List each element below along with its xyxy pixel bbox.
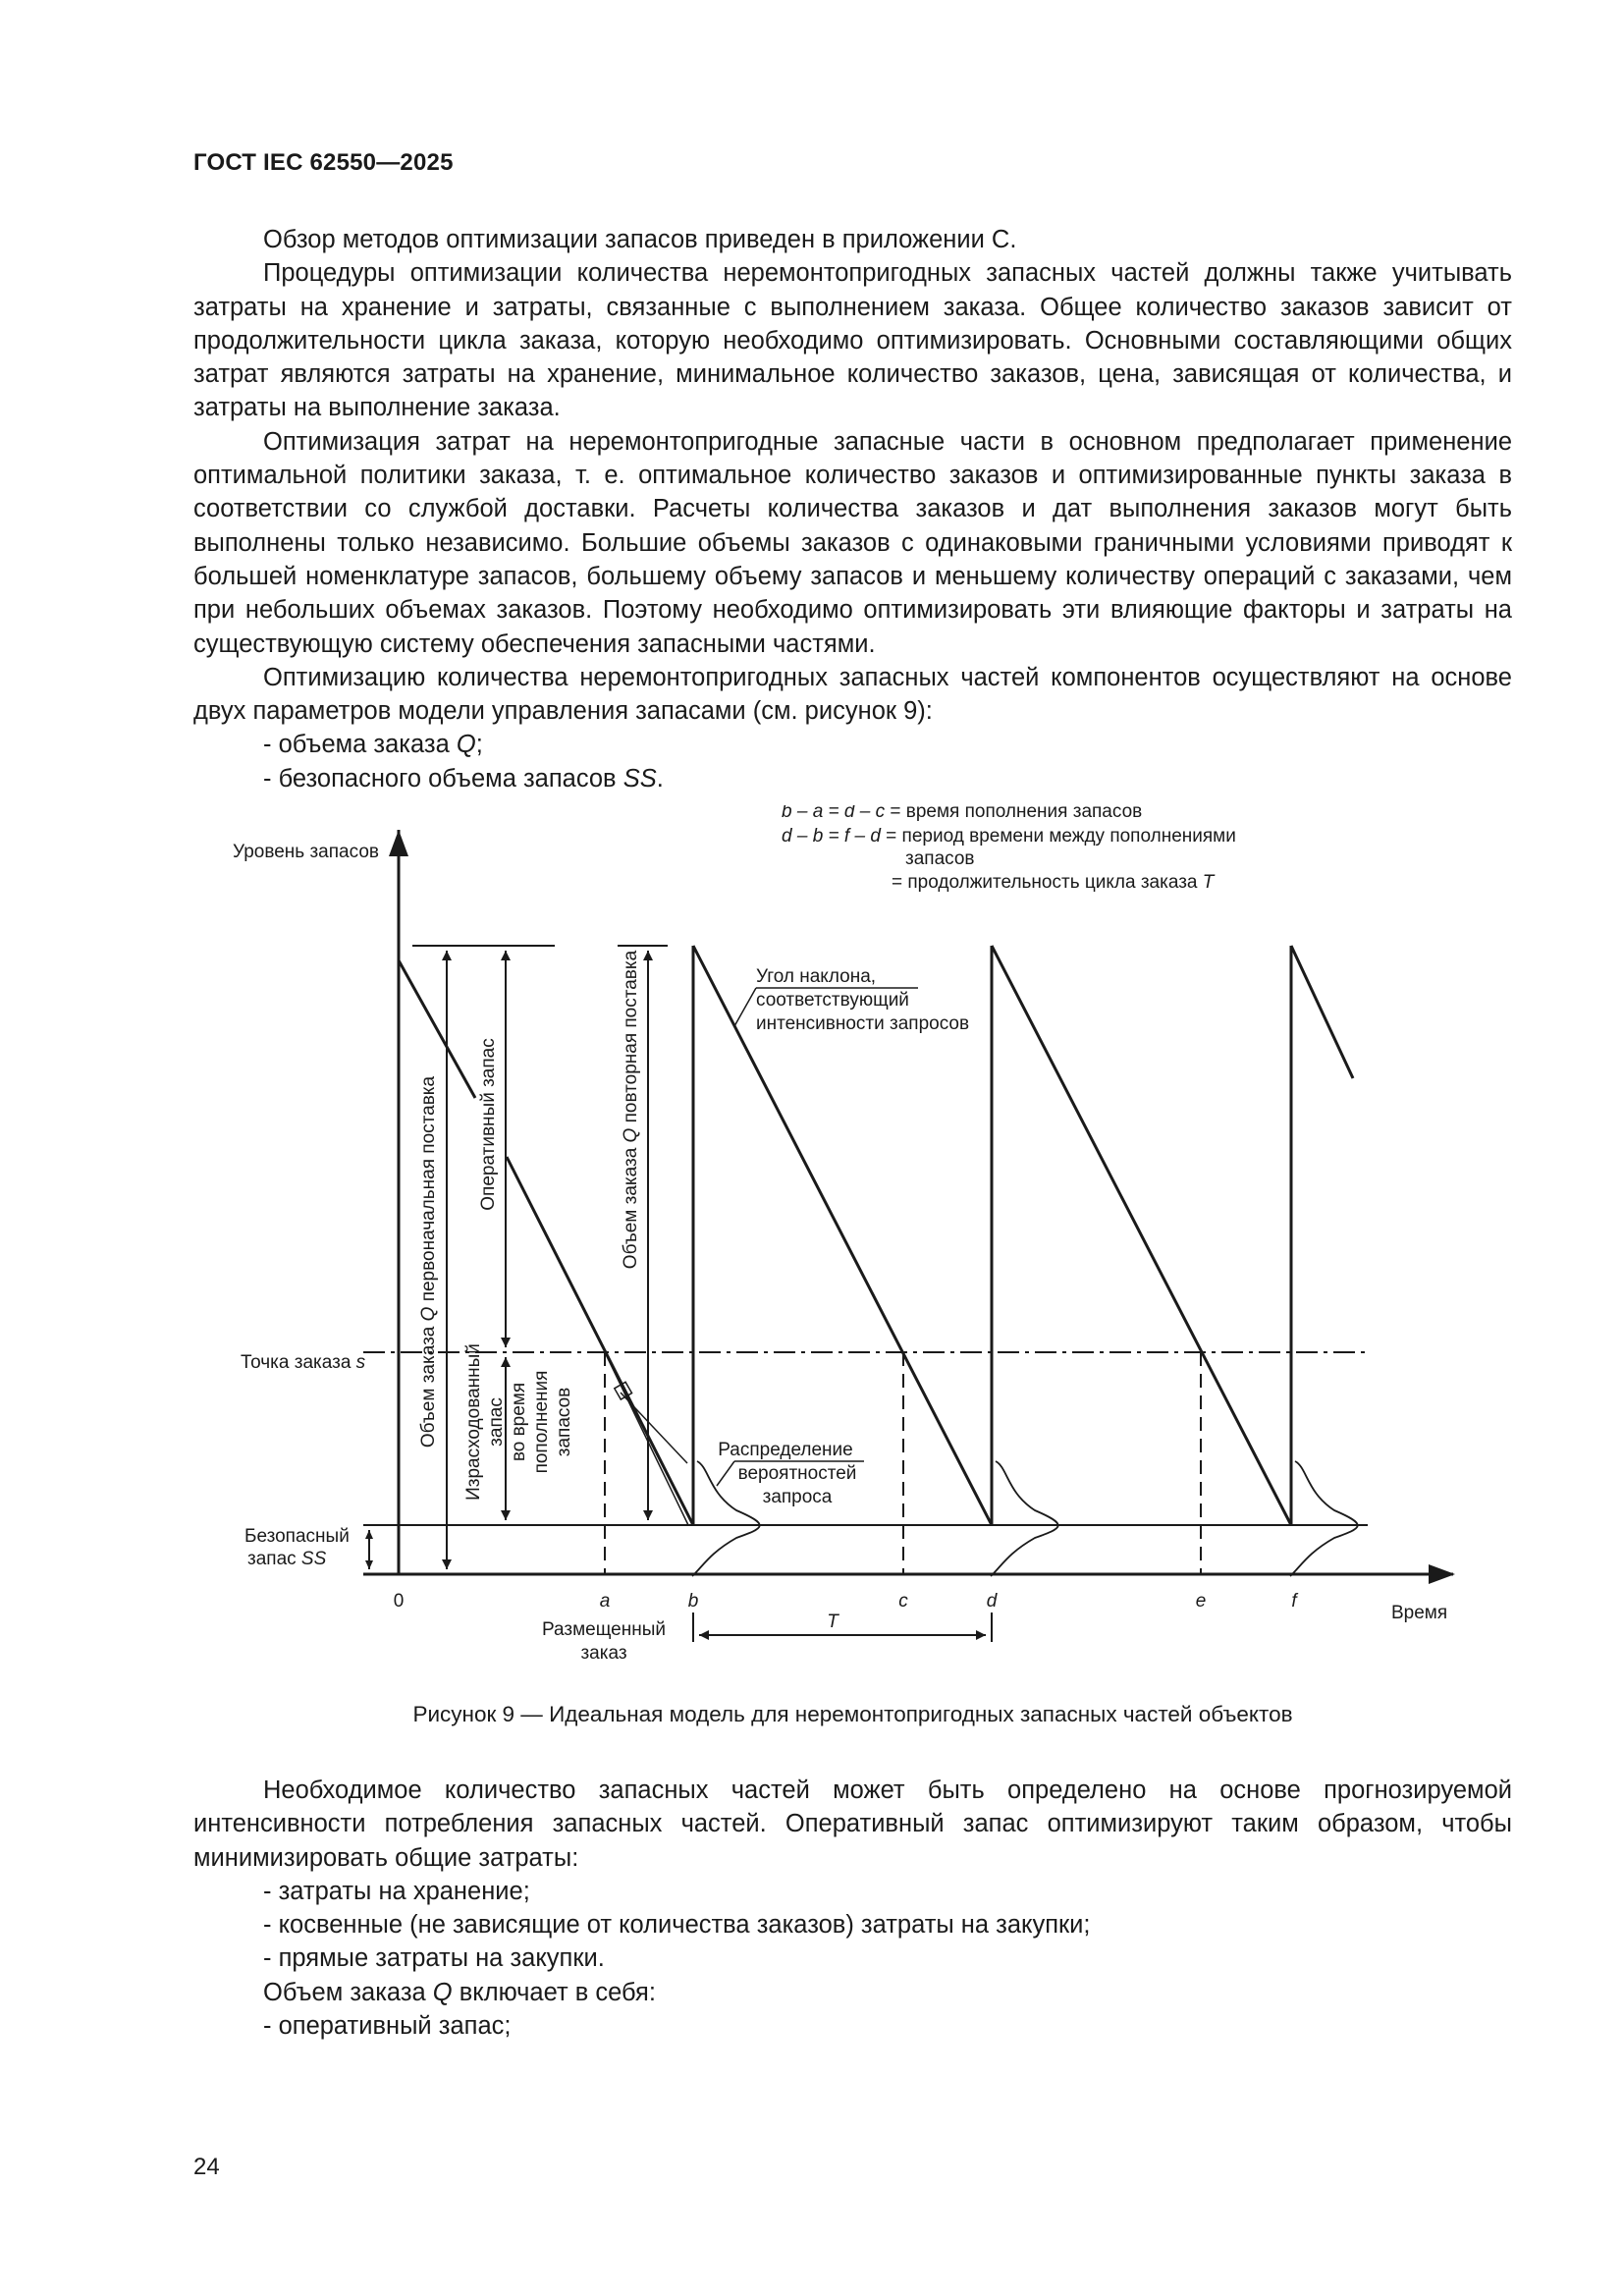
legend-line-2: d – b = f – d = период времени между пополнениями	[782, 826, 1236, 847]
x-tick-c: c	[898, 1591, 908, 1612]
figure-caption: Рисунок 9 — Идеальная модель для неремонтопригодных запасных частей объектов	[412, 1702, 1293, 1726]
paragraph: Объем заказа Q включает в себя:	[263, 1978, 656, 2006]
distribution-curve-2	[991, 1461, 1058, 1576]
stock-decline-5	[1291, 946, 1353, 1078]
document-header: ГОСТ IEC 62550—2025	[193, 149, 454, 176]
used-stock-label-1: Израсходованный	[463, 1343, 484, 1501]
x-tick-a: a	[599, 1591, 611, 1612]
list-item: - прямые затраты на закупки.	[263, 1944, 605, 1973]
legend-line-1: b – a = d – c = время пополнения запасов	[782, 805, 1143, 822]
x-tick-d: d	[986, 1591, 998, 1612]
distribution-curve-3	[1290, 1461, 1358, 1576]
paragraph: Процедуры оптимизации количества неремонтопригодных запасных частей должны также учитывать затраты на хранение и затраты, связанные с выполнением заказа. Общее количество заказов зависит от продолжительности цикла заказа, которую необходимо оптимизировать. Основными составляющими общих затрат являются затраты на хранение, минимальное количество заказов, цена, зависящая от количества, и затраты на выполнение заказа.	[193, 259, 1512, 422]
used-stock-label-2: запас	[486, 1397, 507, 1447]
x-tick-0: 0	[393, 1591, 405, 1612]
y-axis-arrow	[389, 830, 408, 856]
slope-label-line-3: интенсивности запросов	[756, 1013, 970, 1034]
repeat-order-label: Объем заказа Q повторная поставка	[621, 950, 641, 1270]
paragraph: Необходимое количество запасных частей может быть определено на основе прогнозируемой интенсивности потребления запасных частей. Оперативный запас оптимизируют таким образом, чтобы минимизировать общие затраты:	[193, 1777, 1512, 1872]
inventory-model-figure	[226, 805, 1492, 1689]
used-stock-label-3: во время	[509, 1382, 529, 1462]
list-item: - оперативный запас;	[263, 2012, 512, 2041]
x-tick-e: e	[1195, 1591, 1207, 1612]
body-text-top	[193, 223, 1512, 795]
order-point-label: Точка заказа s	[241, 1352, 366, 1373]
slope-leader-line	[734, 988, 756, 1026]
lead-time-line	[605, 1352, 688, 1525]
paragraph: Оптимизация затрат на неремонтопригодные запасные части в основном предполагает применение оптимальной политики заказа, т. е. оптимальное количество заказов и оптимизированные пункты заказа в соответствии со службой доставки. Расчеты количества заказов и дат выполнения заказов могут быть выполнены только независимо. Большие объемы заказов с одинаковыми граничными условиями приводят к большей номенклатуре запасов, большему объему запасов и меньшему количеству операций с заказами, чем при небольших объемах заказов. Поэтому необходимо оптимизировать эти влияющие факторы и затраты на существующую систему обеспечения запасными частями.	[193, 427, 1512, 658]
period-t-label: T	[827, 1612, 839, 1632]
distribution-label-line-3: запроса	[762, 1487, 833, 1507]
placed-order-label-1: Размещенный	[542, 1619, 666, 1640]
operational-stock-label: Оперативный запас	[478, 1038, 499, 1211]
used-stock-label-5: запасов	[554, 1387, 574, 1457]
y-axis-label: Уровень запасов	[233, 842, 379, 862]
distribution-label-line-2: вероятностей	[737, 1463, 857, 1484]
list-item: - безопасного объема запасов SS.	[263, 764, 664, 793]
x-axis-arrow	[1429, 1564, 1455, 1584]
page-number: 24	[193, 2154, 220, 2180]
used-stock-label-4: пополнения	[531, 1370, 552, 1474]
safety-label-line-2: запас SS	[247, 1549, 327, 1569]
legend-line-4: = продолжительность цикла заказа T	[892, 872, 1215, 893]
list-item: - затраты на хранение;	[263, 1877, 530, 1905]
distribution-label-line-1: Распределение	[718, 1440, 853, 1460]
legend-line-3: запасов	[905, 848, 975, 869]
x-tick-b: b	[687, 1591, 699, 1612]
x-tick-f: f	[1291, 1591, 1297, 1612]
paragraph: Обзор методов оптимизации запасов приведен в приложении С.	[263, 226, 1017, 253]
x-axis-label: Время	[1391, 1603, 1448, 1623]
distribution-leader-line	[717, 1461, 734, 1486]
inventory-diagram	[226, 805, 1492, 1689]
paragraph: Оптимизацию количества неремонтопригодных запасных частей компонентов осуществляют на основе двух параметров модели управления запасами (см. рисунок 9):	[193, 663, 1512, 726]
list-item: - объема заказа Q;	[263, 731, 483, 759]
body-text-bottom	[193, 1774, 1512, 2043]
placed-order-label-2: заказ	[580, 1643, 627, 1664]
slope-label-line-1: Угол наклона,	[756, 966, 877, 987]
slope-label-line-2: соответствующий	[756, 990, 909, 1011]
initial-order-label: Объем заказа Q первоначальная поставка	[418, 1075, 439, 1449]
safety-label-line-1: Безопасный	[244, 1526, 350, 1547]
stock-decline-4	[992, 946, 1291, 1525]
list-item: - косвенные (не зависящие от количества заказов) затраты на закупки;	[263, 1911, 1091, 1940]
